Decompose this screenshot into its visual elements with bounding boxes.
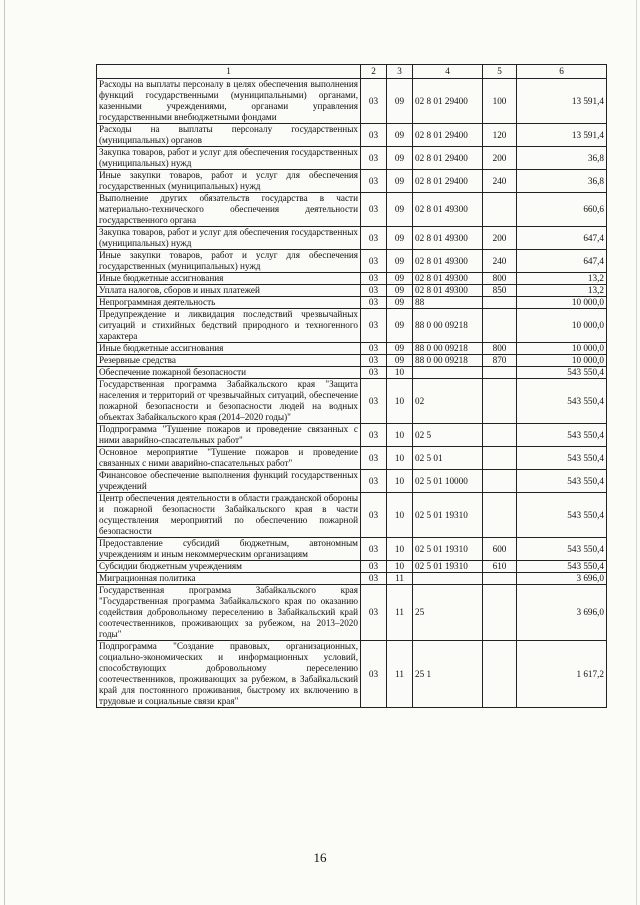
cell-subsection: 10 xyxy=(387,367,413,379)
cell-section: 03 xyxy=(361,285,387,297)
cell-amount: 10 000,0 xyxy=(517,355,607,367)
cell-target-article: 02 8 01 29400 xyxy=(413,124,483,147)
cell-subsection: 11 xyxy=(387,573,413,585)
table-row xyxy=(97,297,607,309)
cell-section: 03 xyxy=(361,170,387,193)
cell-section: 03 xyxy=(361,573,387,585)
cell-target-article: 02 8 01 49300 xyxy=(413,227,483,250)
cell-expense-type xyxy=(483,379,517,424)
cell-section: 03 xyxy=(361,355,387,367)
cell-subsection: 09 xyxy=(387,297,413,309)
cell-subsection: 10 xyxy=(387,379,413,424)
cell-amount: 543 550,4 xyxy=(517,470,607,493)
table-row xyxy=(97,538,607,561)
cell-amount: 36,8 xyxy=(517,147,607,170)
cell-expense-type xyxy=(483,493,517,538)
cell-name: Закупка товаров, работ и услуг для обеспечения государственных (муниципальных) нужд xyxy=(97,227,361,250)
cell-name: Выполнение других обязательств государства в части материально-технического обеспечения деятельности государственного органа xyxy=(97,193,361,227)
cell-target-article: 02 5 01 xyxy=(413,447,483,470)
cell-amount: 13 591,4 xyxy=(517,124,607,147)
cell-expense-type: 850 xyxy=(483,285,517,297)
column-header: 3 xyxy=(387,65,413,79)
cell-subsection: 09 xyxy=(387,355,413,367)
cell-target-article xyxy=(413,573,483,585)
cell-subsection: 11 xyxy=(387,585,413,641)
cell-target-article: 02 8 01 29400 xyxy=(413,147,483,170)
cell-target-article: 02 5 01 10000 xyxy=(413,470,483,493)
table-row xyxy=(97,585,607,641)
table-row xyxy=(97,147,607,170)
cell-section: 03 xyxy=(361,297,387,309)
cell-subsection: 09 xyxy=(387,170,413,193)
table-row xyxy=(97,470,607,493)
cell-name: Уплата налогов, сборов и иных платежей xyxy=(97,285,361,297)
cell-amount: 543 550,4 xyxy=(517,379,607,424)
page-number: 16 xyxy=(313,850,327,865)
cell-name: Государственная программа Забайкальского края "Защита населения и территорий от чрезвычайных ситуаций, обеспечение пожарной безопасности и безопасности людей на водных объектах Забайкальского края (2014–2020 годы)" xyxy=(97,379,361,424)
cell-section: 03 xyxy=(361,227,387,250)
column-header: 5 xyxy=(483,65,517,79)
cell-section: 03 xyxy=(361,250,387,273)
cell-name: Предупреждение и ликвидация последствий чрезвычайных ситуаций и стихийных бедствий природного и техногенного характера xyxy=(97,309,361,343)
cell-name: Резервные средства xyxy=(97,355,361,367)
cell-section: 03 xyxy=(361,493,387,538)
cell-subsection: 09 xyxy=(387,147,413,170)
cell-amount: 10 000,0 xyxy=(517,343,607,355)
cell-name: Финансовое обеспечение выполнения функций государственных учреждений xyxy=(97,470,361,493)
cell-expense-type xyxy=(483,193,517,227)
cell-name: Центр обеспечения деятельности в области гражданской обороны и пожарной безопасности Забайкальского края в части осуществления мероприятий по обеспечению пожарной безопасности xyxy=(97,493,361,538)
cell-amount: 647,4 xyxy=(517,227,607,250)
column-header: 4 xyxy=(413,65,483,79)
table-row xyxy=(97,424,607,447)
cell-name: Предоставление субсидий бюджетным, автономным учреждениям и иным некоммерческим организациям xyxy=(97,538,361,561)
cell-section: 03 xyxy=(361,585,387,641)
cell-section: 03 xyxy=(361,561,387,573)
cell-subsection: 09 xyxy=(387,79,413,124)
cell-amount: 13,2 xyxy=(517,273,607,285)
cell-target-article: 02 8 01 29400 xyxy=(413,79,483,124)
budget-table-body xyxy=(97,65,607,708)
cell-section: 03 xyxy=(361,273,387,285)
cell-subsection: 10 xyxy=(387,424,413,447)
cell-section: 03 xyxy=(361,147,387,170)
table-row xyxy=(97,309,607,343)
cell-amount: 1 617,2 xyxy=(517,641,607,708)
cell-target-article: 02 8 01 49300 xyxy=(413,250,483,273)
cell-subsection: 09 xyxy=(387,250,413,273)
cell-subsection: 10 xyxy=(387,561,413,573)
cell-expense-type xyxy=(483,585,517,641)
cell-section: 03 xyxy=(361,124,387,147)
cell-amount: 3 696,0 xyxy=(517,585,607,641)
cell-amount: 543 550,4 xyxy=(517,367,607,379)
cell-amount: 10 000,0 xyxy=(517,297,607,309)
table-row xyxy=(97,367,607,379)
cell-target-article xyxy=(413,367,483,379)
cell-section: 03 xyxy=(361,424,387,447)
cell-section: 03 xyxy=(361,367,387,379)
cell-amount: 13 591,4 xyxy=(517,79,607,124)
cell-section: 03 xyxy=(361,309,387,343)
cell-subsection: 09 xyxy=(387,343,413,355)
cell-expense-type: 200 xyxy=(483,147,517,170)
scan-edge-right xyxy=(636,0,637,905)
cell-target-article: 88 0 00 09218 xyxy=(413,309,483,343)
cell-amount: 13,2 xyxy=(517,285,607,297)
cell-expense-type xyxy=(483,447,517,470)
cell-amount: 660,6 xyxy=(517,193,607,227)
cell-expense-type: 200 xyxy=(483,227,517,250)
cell-name: Подпрограмма "Создание правовых, организационных, социально-экономических и информационных условий, способствующих добровольному переселению соотечественников, проживающих за рубежом, в Забайкальский край для постоянного проживания, быстрому их включению в трудовые и социальные связи края" xyxy=(97,641,361,708)
cell-expense-type: 120 xyxy=(483,124,517,147)
cell-target-article: 88 0 00 09218 xyxy=(413,355,483,367)
cell-target-article: 02 5 xyxy=(413,424,483,447)
cell-target-article: 25 xyxy=(413,585,483,641)
cell-subsection: 09 xyxy=(387,273,413,285)
cell-expense-type xyxy=(483,641,517,708)
column-header: 6 xyxy=(517,65,607,79)
cell-amount: 543 550,4 xyxy=(517,561,607,573)
table-row xyxy=(97,193,607,227)
cell-subsection: 10 xyxy=(387,538,413,561)
cell-target-article: 02 8 01 49300 xyxy=(413,273,483,285)
cell-name: Миграционная политика xyxy=(97,573,361,585)
cell-name: Основное мероприятие "Тушение пожаров и проведение связанных с ними аварийно-спасательных работ" xyxy=(97,447,361,470)
table-row xyxy=(97,355,607,367)
cell-name: Субсидии бюджетным учреждениям xyxy=(97,561,361,573)
cell-subsection: 10 xyxy=(387,493,413,538)
cell-expense-type: 610 xyxy=(483,561,517,573)
cell-section: 03 xyxy=(361,470,387,493)
column-header: 2 xyxy=(361,65,387,79)
cell-amount: 543 550,4 xyxy=(517,538,607,561)
cell-name: Иные закупки товаров, работ и услуг для обеспечения государственных (муниципальных) нужд xyxy=(97,250,361,273)
cell-subsection: 09 xyxy=(387,193,413,227)
cell-target-article: 02 5 01 19310 xyxy=(413,493,483,538)
cell-subsection: 09 xyxy=(387,124,413,147)
table-row xyxy=(97,285,607,297)
cell-expense-type: 800 xyxy=(483,273,517,285)
cell-amount: 10 000,0 xyxy=(517,309,607,343)
cell-expense-type: 100 xyxy=(483,79,517,124)
cell-name: Расходы на выплаты персоналу в целях обеспечения выполнения функций государственными (муниципальными) органами, казенными учреждениями, органами управления государственными внебюджетными фондами xyxy=(97,79,361,124)
budget-table xyxy=(96,64,607,708)
cell-subsection: 09 xyxy=(387,227,413,250)
table-row xyxy=(97,124,607,147)
cell-amount: 647,4 xyxy=(517,250,607,273)
cell-expense-type: 800 xyxy=(483,343,517,355)
scan-edge-left xyxy=(4,0,5,905)
cell-name: Подпрограмма "Тушение пожаров и проведение связанных с ними аварийно-спасательных работ" xyxy=(97,424,361,447)
cell-expense-type xyxy=(483,309,517,343)
table-row xyxy=(97,273,607,285)
cell-subsection: 09 xyxy=(387,309,413,343)
cell-expense-type xyxy=(483,367,517,379)
cell-expense-type: 870 xyxy=(483,355,517,367)
cell-name: Обеспечение пожарной безопасности xyxy=(97,367,361,379)
cell-subsection: 10 xyxy=(387,447,413,470)
cell-expense-type xyxy=(483,470,517,493)
cell-subsection: 10 xyxy=(387,470,413,493)
cell-subsection: 11 xyxy=(387,641,413,708)
table-row xyxy=(97,641,607,708)
cell-amount: 36,8 xyxy=(517,170,607,193)
table-row xyxy=(97,493,607,538)
table-row xyxy=(97,379,607,424)
cell-expense-type xyxy=(483,573,517,585)
table-row xyxy=(97,573,607,585)
cell-name: Государственная программа Забайкальского края "Государственная программа Забайкальского края по оказанию содействия добровольному переселению в Забайкальский край соотечественников, проживающих за рубежом, на 2013–2020 годы" xyxy=(97,585,361,641)
table-row xyxy=(97,227,607,250)
cell-amount: 3 696,0 xyxy=(517,573,607,585)
cell-section: 03 xyxy=(361,447,387,470)
table-row xyxy=(97,250,607,273)
column-header: 1 xyxy=(97,65,361,79)
table-row xyxy=(97,561,607,573)
cell-section: 03 xyxy=(361,79,387,124)
cell-name: Расходы на выплаты персоналу государственных (муниципальных) органов xyxy=(97,124,361,147)
cell-name: Непрограммная деятельность xyxy=(97,297,361,309)
cell-section: 03 xyxy=(361,193,387,227)
cell-target-article: 25 1 xyxy=(413,641,483,708)
cell-target-article: 02 8 01 49300 xyxy=(413,285,483,297)
cell-section: 03 xyxy=(361,538,387,561)
table-header-row xyxy=(97,65,607,79)
cell-amount: 543 550,4 xyxy=(517,424,607,447)
table-row xyxy=(97,343,607,355)
cell-amount: 543 550,4 xyxy=(517,447,607,470)
table-row xyxy=(97,79,607,124)
table-row xyxy=(97,447,607,470)
cell-expense-type: 240 xyxy=(483,250,517,273)
cell-section: 03 xyxy=(361,379,387,424)
cell-name: Иные закупки товаров, работ и услуг для обеспечения государственных (муниципальных) нужд xyxy=(97,170,361,193)
cell-name: Иные бюджетные ассигнования xyxy=(97,273,361,285)
cell-target-article: 88 0 00 09218 xyxy=(413,343,483,355)
cell-target-article: 02 xyxy=(413,379,483,424)
cell-expense-type: 600 xyxy=(483,538,517,561)
cell-target-article: 02 8 01 29400 xyxy=(413,170,483,193)
table-row xyxy=(97,170,607,193)
cell-expense-type: 240 xyxy=(483,170,517,193)
cell-target-article: 02 5 01 19310 xyxy=(413,538,483,561)
cell-amount: 543 550,4 xyxy=(517,493,607,538)
cell-target-article: 88 xyxy=(413,297,483,309)
cell-target-article: 02 8 01 49300 xyxy=(413,193,483,227)
cell-section: 03 xyxy=(361,343,387,355)
cell-name: Закупка товаров, работ и услуг для обеспечения государственных (муниципальных) нужд xyxy=(97,147,361,170)
cell-name: Иные бюджетные ассигнования xyxy=(97,343,361,355)
cell-section: 03 xyxy=(361,641,387,708)
cell-expense-type xyxy=(483,424,517,447)
cell-target-article: 02 5 01 19310 xyxy=(413,561,483,573)
cell-expense-type xyxy=(483,297,517,309)
cell-subsection: 09 xyxy=(387,285,413,297)
